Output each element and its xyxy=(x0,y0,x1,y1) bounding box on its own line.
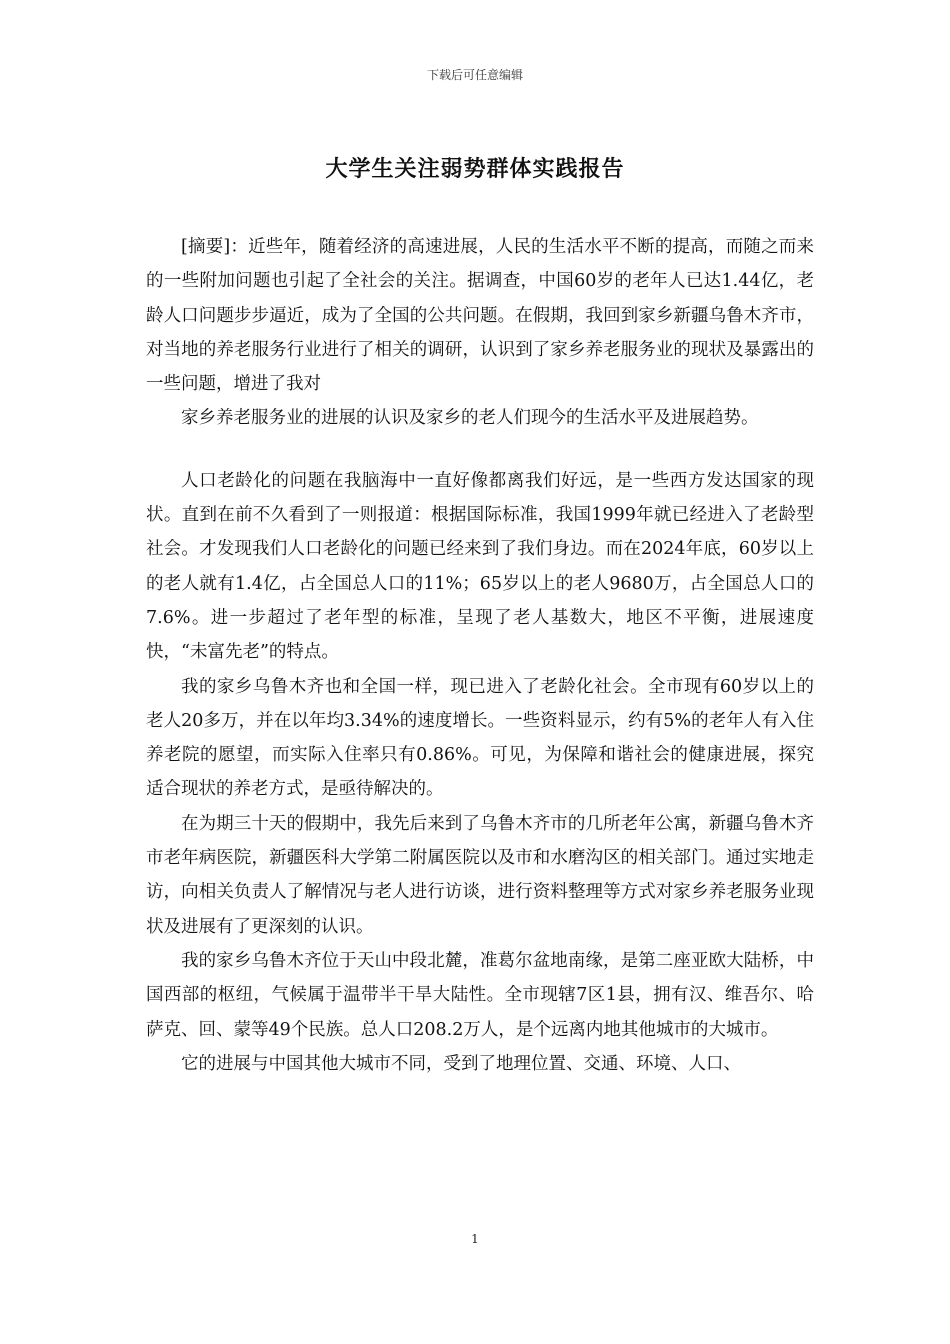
body-paragraph-fieldwork: 在为期三十天的假期中，我先后来到了乌鲁木齐市的几所老年公寓，新疆乌鲁木齐市老年病医院，新疆医科大学第二附属医院以及市和水磨沟区的相关部门。通过实地走访，向相关负责人了解情况与老人进行访谈，进行资料整理等方式对家乡养老服务业现状及进展有了更深刻的认识。 xyxy=(146,813,814,937)
body-paragraph-aging-intro: 人口老龄化的问题在我脑海中一直好像都离我们好远，是一些西方发达国家的现状。直到在前不久看到了一则报道：根据国际标准，我国1999年就已经进入了老龄型社会。才发现我们人口老龄化的问题已经来到了我们身边。而在2024年底，60岁以上的老人就有1.4亿，占全国总人口的11%；65岁以上的老人9680万，占全国总人口的7.6%。进一步超过了老年型的标准，呈现了老人基数大，地区不平衡，进展速度快，“未富先老”的特点。 xyxy=(146,470,814,663)
document-body xyxy=(146,230,814,1081)
header-note: 下载后可任意编辑 xyxy=(426,68,523,82)
body-paragraph-development: 它的进展与中国其他大城市不同，受到了地理位置、交通、环境、人口、 xyxy=(181,1053,741,1074)
abstract-paragraph: [摘要]：近些年，随着经济的高速进展，人民的生活水平不断的提高，而随之而来的一些附加问题也引起了全社会的关注。据调查，中国60岁的老年人已达1.44亿，老龄人口问题步步逼近，成为了全国的公共问题。在假期，我回到家乡新疆乌鲁木齐市，对当地的养老服务行业进行了相关的调研，认识到了家乡养老服务业的现状及暴露出的一些问题，增进了我对 xyxy=(146,237,814,395)
page-number: 1 xyxy=(471,1232,479,1246)
body-paragraph-geography: 我的家乡乌鲁木齐位于天山中段北麓，准葛尔盆地南缘，是第二座亚欧大陆桥，中国西部的枢纽，气候属于温带半干旱大陆性。全市现辖7区1县，拥有汉、维吾尔、哈萨克、回、蒙等49个民族。总人口208.2万人，是个远离内地其他城市的大城市。 xyxy=(146,950,814,1040)
abstract-continuation: 家乡养老服务业的进展的认识及家乡的老人们现今的生活水平及进展趋势。 xyxy=(181,408,759,429)
page-title: 大学生关注弱势群体实践报告 xyxy=(325,157,625,182)
body-paragraph-urumqi-aging: 我的家乡乌鲁木齐也和全国一样，现已进入了老龄化社会。全市现有60岁以上的老人20多万，并在以年均3.34%的速度增长。一些资料显示，约有5%的老年人有入住养老院的愿望，而实际入住率只有0.86%。可见，为保障和谐社会的健康进展，探究适合现状的养老方式，是亟待解决的。 xyxy=(146,676,814,800)
